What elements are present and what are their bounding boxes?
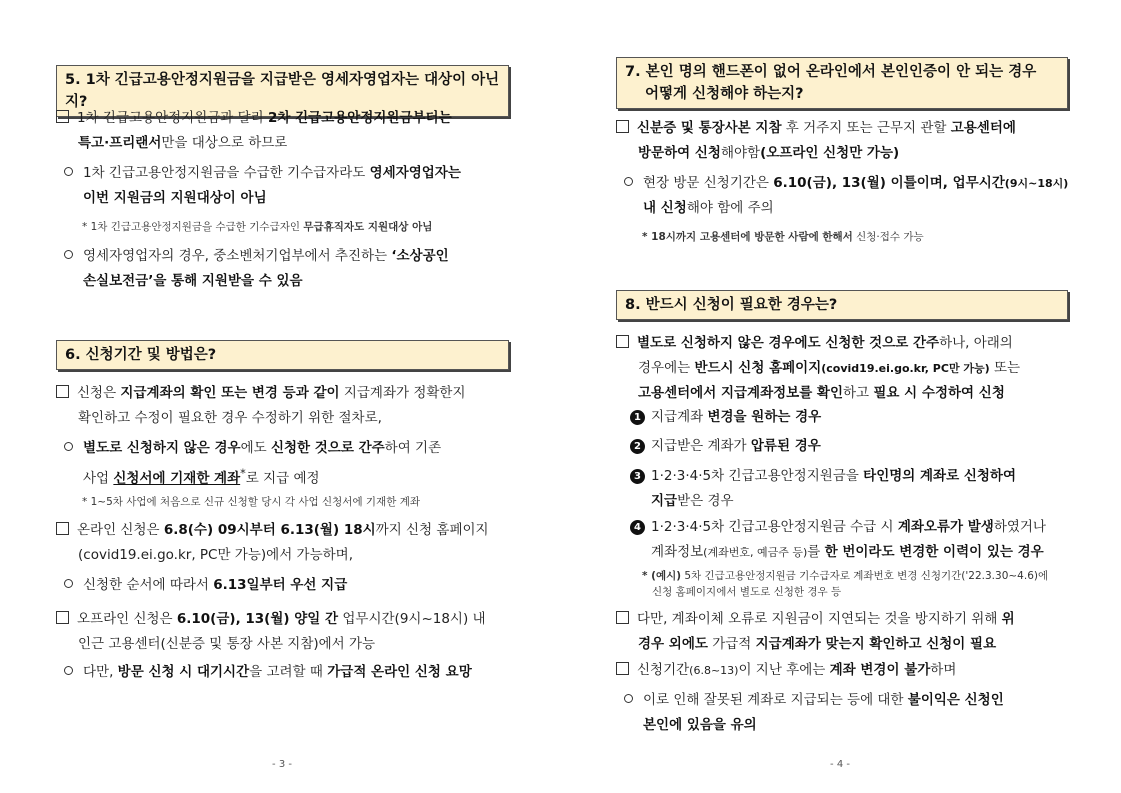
q8-heading xyxy=(616,290,1068,320)
q6-bullet-3: 온라인 신청은 6.8(수) 09시부터 6.13(월) 18시까지 신청 홈페이지 (covid19.ei.go.kr, PC만 가능)에서 가능하며, xyxy=(56,518,516,568)
page-4 xyxy=(560,0,1121,793)
q5-bullet-2: 1차 긴급고용안정지원금을 수급한 기수급자라도 영세자영업자는 이번 지원금의 지원대상이 아님 xyxy=(64,161,516,211)
q7-title-line-2: 어떻게 신청해야 하는지? xyxy=(645,86,804,102)
number-2-icon: 2 xyxy=(630,439,645,454)
q8-item-1: 1 지급계좌 변경을 원하는 경우 xyxy=(630,405,1076,430)
q5-note-1: * 1차 긴급고용안정지원금을 수급한 기수급자인 무급휴직자도 지원대상 아님 xyxy=(82,221,433,233)
circle-bullet-icon xyxy=(64,666,73,675)
q7-bullet-1: 신분증 및 통장사본 지참 후 거주지 또는 근무지 관할 고용센터에 방문하여 신청해야함(오프라인 신청만 가능) xyxy=(616,116,1076,166)
q7-title-line-1: 7. 본인 명의 핸드폰이 없어 온라인에서 본인인증이 안 되는 경우 xyxy=(625,64,1037,80)
circle-bullet-icon xyxy=(64,442,73,451)
q6-note-1: * 1~5차 사업에 처음으로 신규 신청할 당시 각 사업 신청서에 기재한 계좌 xyxy=(82,496,420,508)
square-bullet-icon xyxy=(616,335,629,348)
circle-bullet-icon xyxy=(64,579,73,588)
square-bullet-icon xyxy=(56,611,69,624)
q8-bullet-4: 이로 인해 잘못된 계좌로 지급되는 등에 대한 불이익은 신청인 본인에 있음을 유의 xyxy=(624,688,1076,738)
q6-bullet-2: 별도로 신청하지 않은 경우에도 신청한 것으로 간주하여 기존 사업 신청서에 기재한 계좌*로 지급 예정 xyxy=(64,436,516,492)
q7-note-1: * 18시까지 고용센터에 방문한 사람에 한해서 신청·접수 가능 xyxy=(642,231,924,243)
q8-bullet-3: 신청기간(6.8~13)이 지난 후에는 계좌 변경이 불가하며 xyxy=(616,658,1076,683)
number-1-icon: 1 xyxy=(630,410,645,425)
square-bullet-icon xyxy=(56,110,69,123)
square-bullet-icon xyxy=(56,522,69,535)
number-3-icon: 3 xyxy=(630,469,645,484)
q6-bullet-6: 다만, 방문 신청 시 대기시간을 고려할 때 가급적 온라인 신청 요망 xyxy=(64,660,516,685)
q5-bullet-3: 영세자영업자의 경우, 중소벤처기업부에서 추진하는 ‘소상공인 손실보전금’을 통해 지원받을 수 있음 xyxy=(64,244,516,294)
q8-item-4: 4 1·2·3·4·5차 긴급고용안정지원금 수급 시 계좌오류가 발생하였거나 계좌정보(계좌번호, 예금주 등)를 한 번이라도 변경한 이력이 있는 경우 xyxy=(630,515,1076,565)
circle-bullet-icon xyxy=(624,694,633,703)
q6-bullet-4: 신청한 순서에 따라서 6.13일부터 우선 지급 xyxy=(64,573,516,598)
q8-item-2: 2 지급받은 계좌가 압류된 경우 xyxy=(630,434,1076,459)
q7-bullet-2: 현장 방문 신청기간은 6.10(금), 13(월) 이틀이며, 업무시간(9시~18시) 내 신청해야 함에 주의 xyxy=(624,171,1076,221)
square-bullet-icon xyxy=(616,662,629,675)
circle-bullet-icon xyxy=(624,177,633,186)
page-number: - 3 - xyxy=(272,759,292,770)
number-4-icon: 4 xyxy=(630,520,645,535)
q8-note-1: * (예시) 5차 긴급고용안정지원금 기수급자로 계좌번호 변경 신청기간('22.3.30~4.6)에 신청 홈페이지에서 별도로 신청한 경우 등 xyxy=(642,570,1049,598)
q6-heading xyxy=(56,340,509,370)
q7-heading xyxy=(616,57,1068,109)
square-bullet-icon xyxy=(616,120,629,133)
q8-bullet-2: 다만, 계좌이체 오류로 지원금이 지연되는 것을 방지하기 위해 위 경우 외에도 가급적 지급계좌가 맞는지 확인하고 신청이 필요 xyxy=(616,607,1076,657)
q5-bullet-1: 1차 긴급고용안정지원금과 달리 2차 긴급고용안정지원금부터는 특고·프리랜서만을 대상으로 하므로 xyxy=(56,106,516,156)
square-bullet-icon xyxy=(56,385,69,398)
circle-bullet-icon xyxy=(64,250,73,259)
page-3 xyxy=(0,0,560,793)
q6-bullet-1: 신청은 지급계좌의 확인 또는 변경 등과 같이 지급계좌가 정확한지 확인하고 수정이 필요한 경우 수정하기 위한 절차로, xyxy=(56,381,516,431)
page-number: - 4 - xyxy=(830,759,850,770)
q5-title: 5. 1차 긴급고용안정지원금을 지급받은 영세자영업자는 대상이 아닌지? xyxy=(65,72,500,110)
q8-title: 8. 반드시 신청이 필요한 경우는? xyxy=(625,297,838,313)
q6-title: 6. 신청기간 및 방법은? xyxy=(65,347,217,363)
q8-item-3: 3 1·2·3·4·5차 긴급고용안정지원금을 타인명의 계좌로 신청하여 지급받은 경우 xyxy=(630,464,1076,514)
q8-bullet-1: 별도로 신청하지 않은 경우에도 신청한 것으로 간주하나, 아래의 경우에는 반드시 신청 홈페이지(covid19.ei.go.kr, PC만 가능) 또는 고용센터에서 지급계좌정보를 확인하고 필요 시 수정하여 신청 xyxy=(616,331,1076,406)
q6-bullet-5: 오프라인 신청은 6.10(금), 13(월) 양일 간 업무시간(9시~18시) 내 인근 고용센터(신분증 및 통장 사본 지참)에서 가능 xyxy=(56,607,516,657)
square-bullet-icon xyxy=(616,611,629,624)
circle-bullet-icon xyxy=(64,167,73,176)
